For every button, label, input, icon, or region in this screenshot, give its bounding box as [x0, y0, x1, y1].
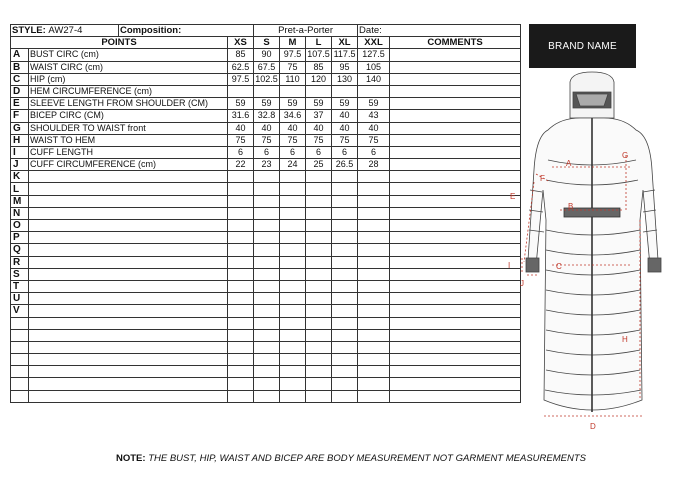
- size-value: [358, 220, 390, 232]
- point-description: SLEEVE LENGTH FROM SHOULDER (CM): [29, 98, 228, 110]
- point-letter: V: [11, 305, 29, 317]
- size-value: [228, 244, 254, 256]
- point-description: HIP (cm): [29, 73, 228, 85]
- header-row: [11, 25, 521, 37]
- size-value: 140: [358, 73, 390, 85]
- point-letter: T: [11, 280, 29, 292]
- size-value: [254, 317, 280, 329]
- point-description: [29, 293, 228, 305]
- size-value: [254, 329, 280, 341]
- size-value: [228, 195, 254, 207]
- size-value: [280, 232, 306, 244]
- size-value: [280, 85, 306, 97]
- size-value: [358, 305, 390, 317]
- table-row: [11, 122, 521, 134]
- size-value: [332, 378, 358, 390]
- size-value: 105: [358, 61, 390, 73]
- table-row: [11, 280, 521, 292]
- point-description: CUFF CIRCUMFERENCE (cm): [29, 159, 228, 171]
- size-value: 40: [306, 122, 332, 134]
- size-value: [254, 305, 280, 317]
- spec-sheet: [10, 24, 520, 403]
- size-value: [228, 366, 254, 378]
- table-row: [11, 390, 521, 402]
- size-value: 117.5: [332, 49, 358, 61]
- label-f: F: [540, 174, 545, 183]
- table-row: [11, 73, 521, 85]
- size-value: 6: [280, 146, 306, 158]
- point-description: [29, 207, 228, 219]
- size-value: [332, 305, 358, 317]
- table-row: [11, 268, 521, 280]
- size-value: [332, 232, 358, 244]
- size-value: [332, 390, 358, 402]
- size-value: [332, 329, 358, 341]
- table-row: [11, 220, 521, 232]
- size-value: [358, 85, 390, 97]
- size-value: [228, 207, 254, 219]
- size-value: 40: [332, 122, 358, 134]
- size-value: 97.5: [228, 73, 254, 85]
- size-value: 28: [358, 159, 390, 171]
- point-letter: P: [11, 232, 29, 244]
- size-value: [358, 341, 390, 353]
- point-description: [29, 317, 228, 329]
- size-value: [280, 293, 306, 305]
- size-value: [306, 195, 332, 207]
- point-description: WAIST TO HEM: [29, 134, 228, 146]
- size-value: 37: [306, 110, 332, 122]
- size-value: [332, 366, 358, 378]
- size-value: 59: [306, 98, 332, 110]
- size-value: [254, 171, 280, 183]
- table-row: [11, 232, 521, 244]
- label-d: D: [590, 422, 596, 431]
- size-header: XXL: [358, 37, 390, 49]
- note-label: NOTE:: [116, 453, 146, 464]
- label-h: H: [622, 335, 628, 344]
- size-value: 59: [228, 98, 254, 110]
- point-description: [29, 378, 228, 390]
- point-description: [29, 280, 228, 292]
- size-value: 40: [254, 122, 280, 134]
- table-body: [11, 25, 521, 403]
- label-b: B: [568, 202, 574, 211]
- point-letter: [11, 329, 29, 341]
- size-value: 22: [228, 159, 254, 171]
- size-value: [332, 207, 358, 219]
- table-row: [11, 207, 521, 219]
- size-value: [280, 183, 306, 195]
- style-value: AW27-4: [48, 25, 83, 37]
- size-value: [306, 341, 332, 353]
- size-value: 75: [306, 134, 332, 146]
- size-value: 26.5: [332, 159, 358, 171]
- size-value: 59: [254, 98, 280, 110]
- size-value: [254, 293, 280, 305]
- point-letter: [11, 378, 29, 390]
- size-value: [280, 256, 306, 268]
- size-value: [306, 293, 332, 305]
- size-value: [228, 354, 254, 366]
- point-description: [29, 232, 228, 244]
- table-row: [11, 171, 521, 183]
- point-description: BUST CIRC (cm): [29, 49, 228, 61]
- table-row: [11, 195, 521, 207]
- size-value: 32.8: [254, 110, 280, 122]
- table-row: [11, 293, 521, 305]
- size-value: [358, 207, 390, 219]
- size-value: [254, 207, 280, 219]
- size-value: 67.5: [254, 61, 280, 73]
- size-value: [254, 280, 280, 292]
- size-value: [332, 183, 358, 195]
- size-value: [306, 378, 332, 390]
- size-value: [332, 244, 358, 256]
- size-value: 75: [280, 134, 306, 146]
- size-value: [228, 268, 254, 280]
- point-letter: Q: [11, 244, 29, 256]
- point-letter: N: [11, 207, 29, 219]
- point-description: SHOULDER TO WAIST front: [29, 122, 228, 134]
- size-value: [280, 220, 306, 232]
- size-value: [254, 366, 280, 378]
- point-letter: J: [11, 159, 29, 171]
- point-description: HEM CIRCUMFERENCE (cm): [29, 85, 228, 97]
- size-value: [280, 366, 306, 378]
- comments-header: COMMENTS: [390, 37, 521, 49]
- label-g: G: [622, 151, 629, 160]
- size-value: [358, 293, 390, 305]
- size-value: 6: [332, 146, 358, 158]
- size-value: 23: [254, 159, 280, 171]
- size-value: [358, 280, 390, 292]
- point-description: [29, 305, 228, 317]
- size-value: [280, 268, 306, 280]
- table-row: [11, 110, 521, 122]
- size-value: [254, 354, 280, 366]
- label-e: E: [510, 192, 516, 201]
- composition-label: Composition:: [119, 25, 254, 37]
- label-i: I: [508, 261, 511, 270]
- point-letter: [11, 317, 29, 329]
- label-c: C: [556, 262, 562, 271]
- size-value: [254, 85, 280, 97]
- size-value: [332, 293, 358, 305]
- point-letter: M: [11, 195, 29, 207]
- size-value: 31.6: [228, 110, 254, 122]
- table-row: [11, 146, 521, 158]
- point-description: [29, 329, 228, 341]
- table-row: [11, 305, 521, 317]
- point-description: WAIST CIRC (cm): [29, 61, 228, 73]
- label-a: A: [566, 159, 572, 168]
- size-value: 95: [332, 61, 358, 73]
- size-value: 34.6: [280, 110, 306, 122]
- point-letter: I: [11, 146, 29, 158]
- size-value: [228, 85, 254, 97]
- size-value: [228, 390, 254, 402]
- style-label: STYLE:: [12, 25, 46, 37]
- size-value: [306, 171, 332, 183]
- size-value: [228, 329, 254, 341]
- point-letter: O: [11, 220, 29, 232]
- size-value: [358, 366, 390, 378]
- size-value: [280, 329, 306, 341]
- point-description: [29, 195, 228, 207]
- size-value: 75: [358, 134, 390, 146]
- size-value: 25: [306, 159, 332, 171]
- size-value: 75: [280, 61, 306, 73]
- table-row: [11, 341, 521, 353]
- point-letter: R: [11, 256, 29, 268]
- size-value: 6: [254, 146, 280, 158]
- size-value: [280, 280, 306, 292]
- size-value: [332, 171, 358, 183]
- size-value: 97.5: [280, 49, 306, 61]
- size-value: 120: [306, 73, 332, 85]
- point-letter: F: [11, 110, 29, 122]
- size-value: 59: [358, 98, 390, 110]
- table-row: [11, 366, 521, 378]
- point-description: [29, 268, 228, 280]
- size-value: [306, 220, 332, 232]
- size-value: [358, 390, 390, 402]
- point-letter: A: [11, 49, 29, 61]
- table-row: [11, 244, 521, 256]
- size-value: [254, 390, 280, 402]
- point-description: BICEP CIRC (CM): [29, 110, 228, 122]
- size-value: 43: [358, 110, 390, 122]
- size-value: [228, 183, 254, 195]
- size-value: [254, 268, 280, 280]
- size-value: [332, 341, 358, 353]
- size-value: 107.5: [307, 49, 330, 60]
- size-value: [358, 244, 390, 256]
- size-value: [332, 268, 358, 280]
- table-row: [11, 98, 521, 110]
- size-value: [254, 378, 280, 390]
- point-letter: D: [11, 85, 29, 97]
- style-cell: [11, 25, 119, 37]
- size-value: 6: [306, 146, 332, 158]
- size-value: 40: [332, 110, 358, 122]
- size-value: [254, 244, 280, 256]
- size-value: [306, 390, 332, 402]
- size-value: [306, 268, 332, 280]
- point-letter: K: [11, 171, 29, 183]
- size-value: 24: [280, 159, 306, 171]
- size-value: [306, 354, 332, 366]
- size-value: [358, 256, 390, 268]
- table-row: [11, 183, 521, 195]
- coat-technical-sketch: [500, 70, 676, 435]
- size-value: [228, 341, 254, 353]
- point-letter: E: [11, 98, 29, 110]
- size-value: [280, 195, 306, 207]
- size-value: [332, 195, 358, 207]
- size-value: 59: [280, 98, 306, 110]
- size-value: [332, 85, 358, 97]
- size-value: 6: [228, 146, 254, 158]
- size-value: [306, 85, 332, 97]
- size-value: [228, 256, 254, 268]
- size-value: 130: [332, 73, 358, 85]
- size-value: [358, 268, 390, 280]
- point-letter: [11, 341, 29, 353]
- size-value: [254, 341, 280, 353]
- size-value: [228, 317, 254, 329]
- size-value: [332, 354, 358, 366]
- size-value: 75: [332, 134, 358, 146]
- size-value: 40: [228, 122, 254, 134]
- size-value: [280, 305, 306, 317]
- size-value: 40: [358, 122, 390, 134]
- size-value: [358, 195, 390, 207]
- size-value: [358, 378, 390, 390]
- size-value: [254, 232, 280, 244]
- size-value: [280, 354, 306, 366]
- size-header: M: [280, 37, 306, 49]
- size-header: L: [306, 37, 332, 49]
- size-value: [254, 220, 280, 232]
- table-row: [11, 134, 521, 146]
- point-description: [29, 183, 228, 195]
- point-description: [29, 354, 228, 366]
- size-value: [358, 354, 390, 366]
- table-row: [11, 159, 521, 171]
- point-letter: L: [11, 183, 29, 195]
- point-description: [29, 244, 228, 256]
- footer-note: [116, 453, 586, 464]
- size-value: [228, 232, 254, 244]
- point-description: [29, 341, 228, 353]
- date-label: Date:: [358, 25, 521, 37]
- size-value: [306, 329, 332, 341]
- size-value: [332, 220, 358, 232]
- point-description: [29, 220, 228, 232]
- point-description: [29, 390, 228, 402]
- size-value: 85: [228, 49, 254, 61]
- size-value: 90: [254, 49, 280, 61]
- point-description: [29, 366, 228, 378]
- size-value: 40: [280, 122, 306, 134]
- size-value: 75: [254, 134, 280, 146]
- size-value: [358, 317, 390, 329]
- point-letter: H: [11, 134, 29, 146]
- size-value: 59: [332, 98, 358, 110]
- size-value: 75: [228, 134, 254, 146]
- measurement-table: [10, 24, 521, 403]
- size-value: [280, 207, 306, 219]
- table-row: [11, 61, 521, 73]
- size-value: [254, 256, 280, 268]
- size-value: 62.5: [228, 61, 254, 73]
- size-value: [306, 232, 332, 244]
- brand-name-box: [529, 24, 636, 68]
- size-value: 102.5: [255, 73, 278, 84]
- size-value: [254, 195, 280, 207]
- size-value: [228, 280, 254, 292]
- size-value: [306, 207, 332, 219]
- point-letter: C: [11, 73, 29, 85]
- size-header: XL: [332, 37, 358, 49]
- point-letter: G: [11, 122, 29, 134]
- size-value: [332, 317, 358, 329]
- column-header-row: [11, 37, 521, 49]
- size-value: [358, 183, 390, 195]
- size-header: XS: [228, 37, 254, 49]
- size-value: [332, 280, 358, 292]
- point-letter: [11, 390, 29, 402]
- table-row: [11, 329, 521, 341]
- point-letter: U: [11, 293, 29, 305]
- size-value: [228, 378, 254, 390]
- size-value: [228, 293, 254, 305]
- size-value: 127.5: [358, 49, 390, 61]
- point-description: [29, 256, 228, 268]
- point-letter: B: [11, 61, 29, 73]
- size-header: S: [254, 37, 280, 49]
- size-value: [358, 232, 390, 244]
- size-value: [228, 171, 254, 183]
- size-value: [332, 256, 358, 268]
- point-description: [29, 171, 228, 183]
- label-j: J: [520, 279, 524, 288]
- size-value: [228, 305, 254, 317]
- point-letter: [11, 354, 29, 366]
- size-value: [280, 244, 306, 256]
- point-description: CUFF LENGTH: [29, 146, 228, 158]
- table-row: [11, 256, 521, 268]
- size-value: [280, 390, 306, 402]
- size-value: [254, 183, 280, 195]
- point-letter: S: [11, 268, 29, 280]
- size-value: 85: [306, 61, 332, 73]
- points-header: POINTS: [11, 37, 228, 49]
- size-value: [228, 220, 254, 232]
- size-value: [358, 171, 390, 183]
- table-row: [11, 317, 521, 329]
- size-value: [306, 317, 332, 329]
- table-row: [11, 49, 521, 61]
- size-value: [280, 317, 306, 329]
- comment-cell: [390, 49, 521, 61]
- table-row: [11, 378, 521, 390]
- collection-name: Pret-a-Porter: [254, 25, 358, 37]
- size-value: [280, 378, 306, 390]
- table-row: [11, 354, 521, 366]
- size-value: [280, 341, 306, 353]
- size-value: [306, 256, 332, 268]
- size-value: [306, 280, 332, 292]
- size-value: [358, 329, 390, 341]
- table-row: [11, 85, 521, 97]
- size-value: [306, 305, 332, 317]
- note-text: THE BUST, HIP, WAIST AND BICEP ARE BODY MEASUREMENT NOT GARMENT MEASUREMENTS: [148, 453, 586, 464]
- size-value: [280, 171, 306, 183]
- size-value: [306, 183, 332, 195]
- size-value: 6: [358, 146, 390, 158]
- brand-name: BRAND NAME: [548, 40, 617, 52]
- size-value: [306, 244, 332, 256]
- size-value: 110: [280, 73, 306, 85]
- size-value: [306, 366, 332, 378]
- point-letter: [11, 366, 29, 378]
